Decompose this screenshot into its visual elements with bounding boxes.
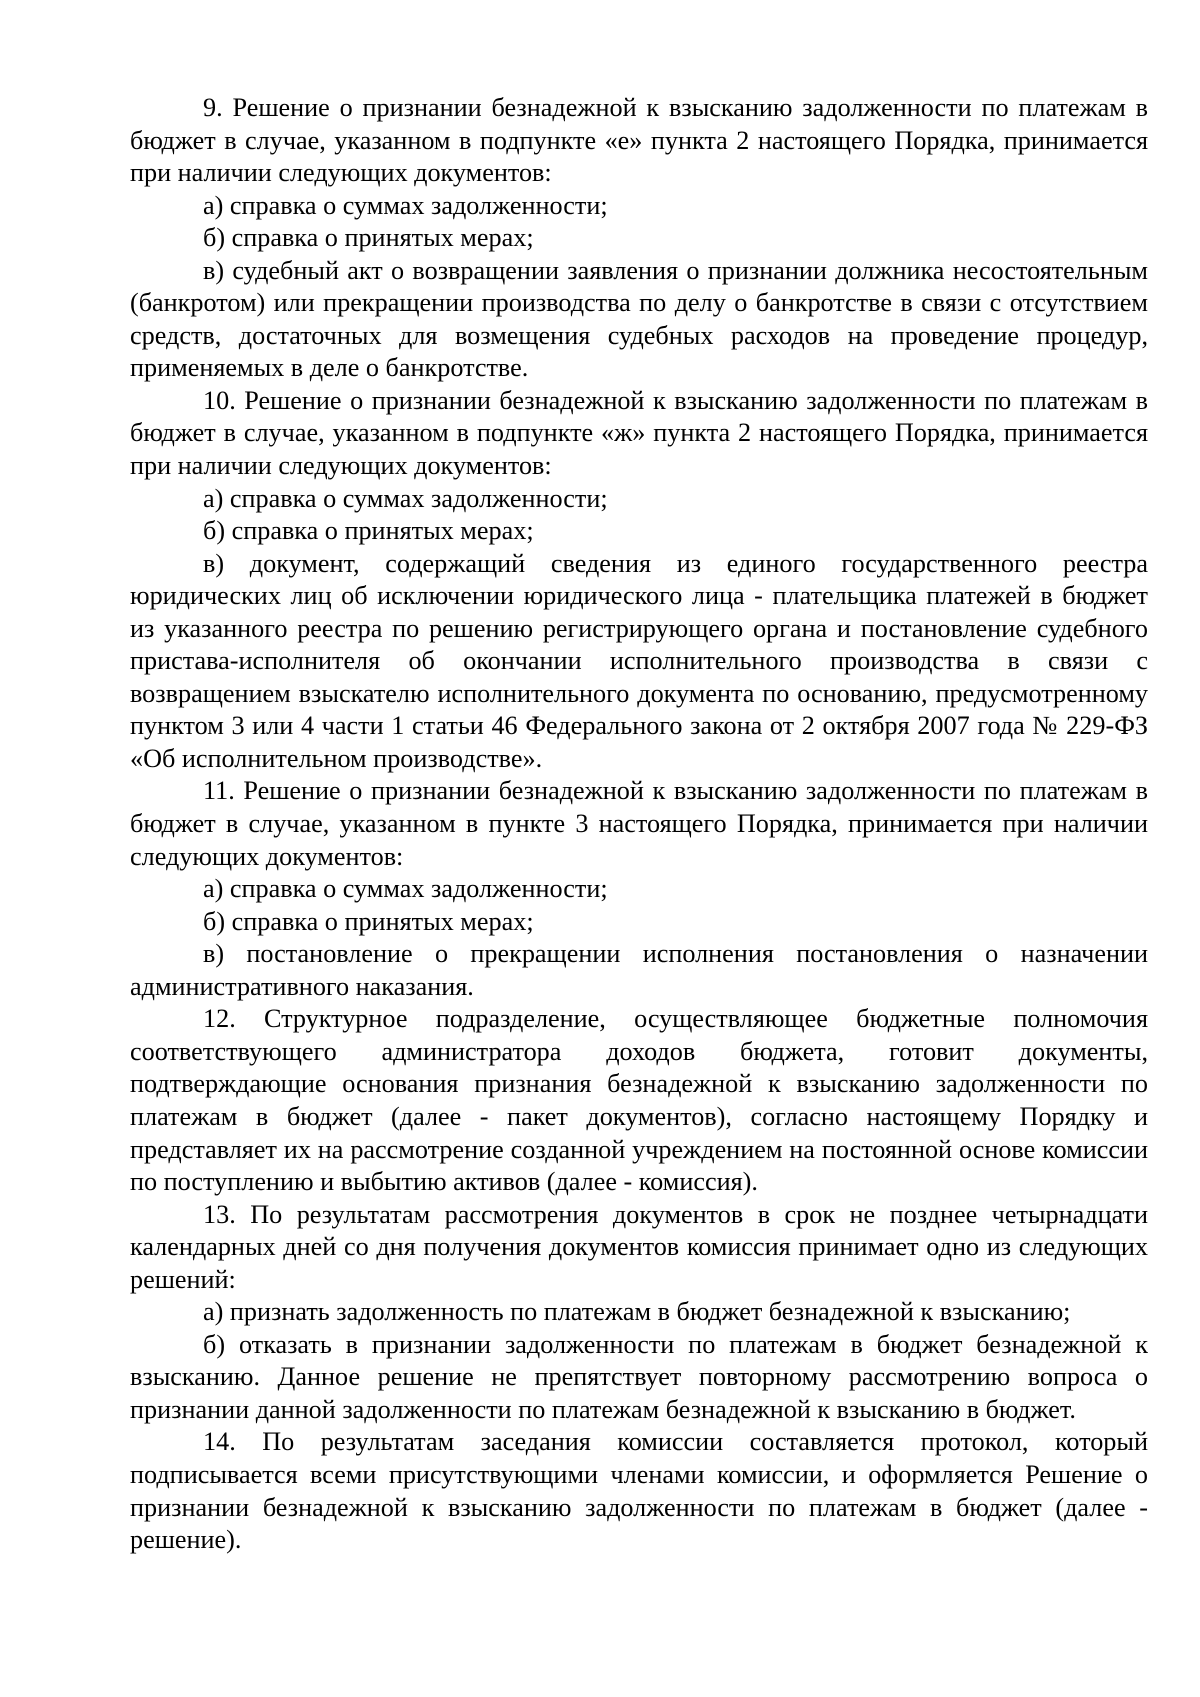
paragraph-10a: а) справка о суммах задолженности; [203,483,608,513]
paragraph-13b: б) отказать в признании задолженности по платежам в бюджет безнадежной к взысканию. Данное решение не препятствует повторному рассмотрению вопроса о признании данной задолженности по платежам безнадежной к взысканию в бюджет. [130,1329,1148,1424]
paragraph-9b: б) справка о принятых мерах; [203,223,534,253]
paragraph-9a: а) справка о суммах задолженности; [203,190,608,220]
paragraph-13: 13. По результатам рассмотрения документов в срок не позднее четырнадцати календарных дней со дня получения документов комиссия принимает одно из следующих решений: [130,1199,1148,1294]
paragraph-11a: а) справка о суммах задолженности; [203,874,608,904]
paragraph-11: 11. Решение о признании безнадежной к взысканию задолженности по платежам в бюджет в случае, указанном в пункте 3 настоящего Порядка, принимается при наличии следующих документов: [130,776,1148,871]
paragraph-11b: б) справка о принятых мерах; [203,906,534,936]
paragraph-10b: б) справка о принятых мерах; [203,516,534,546]
paragraph-14: 14. По результатам заседания комиссии составляется протокол, который подписывается всеми присутствующими членами комиссии, и оформляется Решение о признании безнадежной к взысканию задолженности по платежам в бюджет (далее - решение). [130,1427,1148,1555]
paragraph-9v: в) судебный акт о возвращении заявления о признании должника несостоятельным (банкротом) или прекращении производства по делу о банкротстве в связи с отсутствием средств, достаточных для возмещения судебных расходов на проведение процедур, применяемых в деле о банкротстве. [130,255,1148,383]
paragraph-10: 10. Решение о признании безнадежной к взысканию задолженности по платежам в бюджет в случае, указанном в подпункте «ж» пункта 2 настоящего Порядка, принимается при наличии следующих документов: [130,385,1148,481]
paragraph-13a: а) признать задолженность по платежам в бюджет безнадежной к взысканию; [203,1297,1071,1327]
document-body [130,92,1148,1557]
paragraph-9: 9. Решение о признании безнадежной к взысканию задолженности по платежам в бюджет в случае, указанном в подпункте «е» пункта 2 настоящего Порядка, принимается при наличии следующих документов: [130,93,1148,188]
paragraph-10v: в) документ, содержащий сведения из единого государственного реестра юридических лиц об исключении юридического лица - плательщика платежей в бюджет из указанного реестра по решению регистрирующего органа и постановление судебного пристава-исполнителя об окончании исполнительного производства в связи с возвращением взыскателю исполнительного документа по основанию, предусмотренному пунктом 3 или 4 части 1 статьи 46 Федерального закона от 2 октября 2007 года № 229-ФЗ «Об исполнительном производстве». [130,548,1148,773]
paragraph-12: 12. Структурное подразделение, осуществляющее бюджетные полномочия соответствующего администратора доходов бюджета, готовит документы, подтверждающие основания признания безнадежной к взысканию задолженности по платежам в бюджет (далее - пакет документов), согласно настоящему Порядку и представляет их на рассмотрение созданной учреждением на постоянной основе комиссии по поступлению и выбытию активов (далее - комиссия). [130,1004,1148,1197]
paragraph-11v: в) постановление о прекращении исполнения постановления о назначении административного наказания. [130,939,1148,1001]
